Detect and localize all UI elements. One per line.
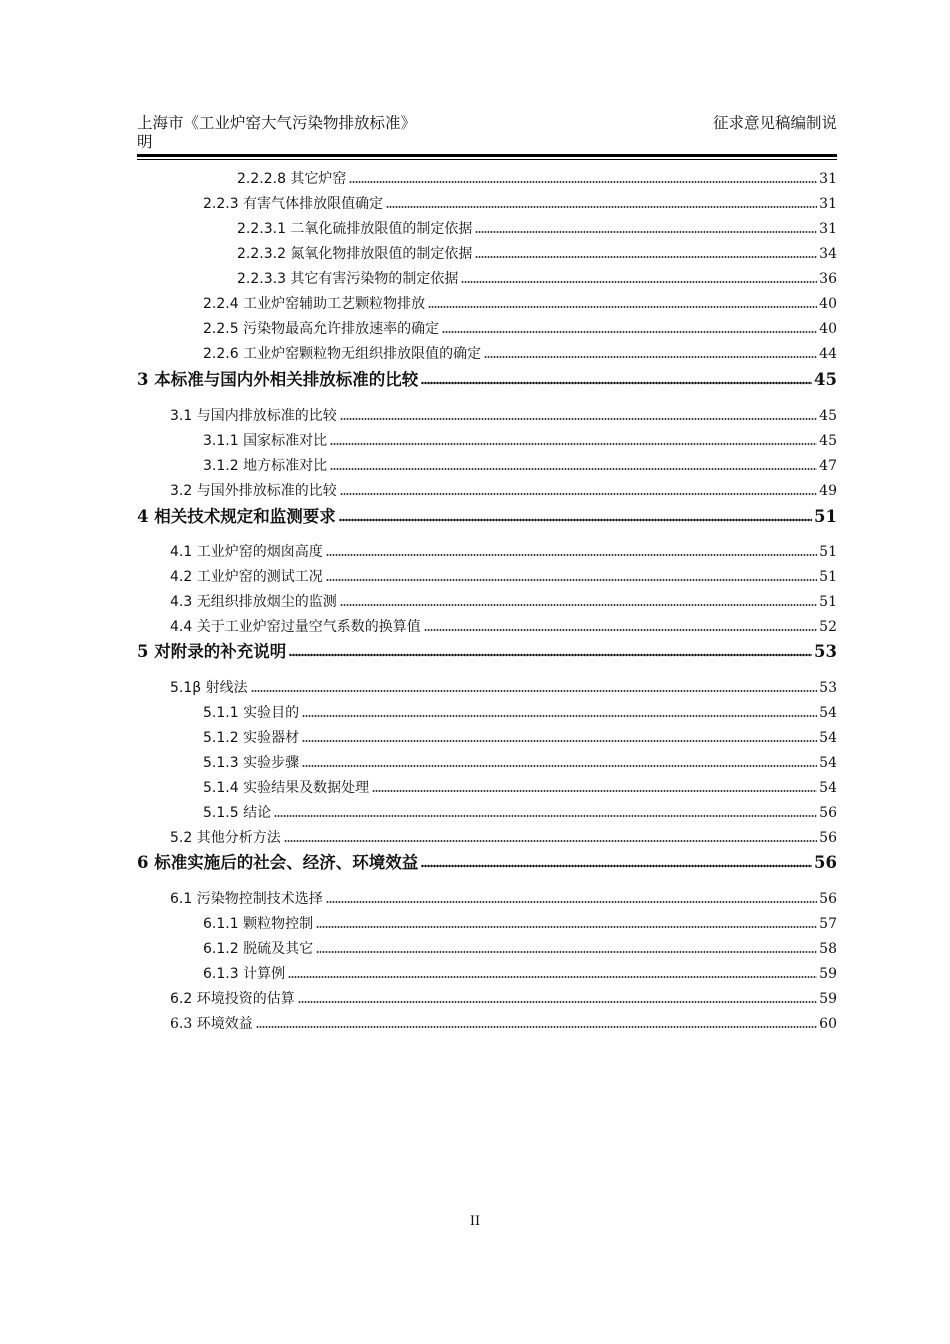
- toc-chapter[interactable]: 4 相关技术规定和监测要求 51: [137, 507, 837, 526]
- toc-chapter[interactable]: 6 标准实施后的社会、经济、环境效益 56: [137, 853, 837, 872]
- toc-entry[interactable]: 6.2 环境投资的估算 59: [170, 991, 837, 1007]
- toc-entry[interactable]: 6.3 环境效益 60: [170, 1016, 837, 1032]
- toc-leader: [424, 628, 817, 632]
- toc-entry[interactable]: 2.2.5 污染物最高允许排放速率的确定 40: [203, 321, 837, 337]
- toc-leader: [326, 900, 817, 904]
- toc-leader: [326, 578, 817, 582]
- toc-entry[interactable]: 3.2 与国外排放标准的比较 49: [170, 483, 837, 499]
- toc-entry[interactable]: 6.1 污染物控制技术选择 56: [170, 891, 837, 907]
- toc-entry[interactable]: 4.3 无组织排放烟尘的监测 51: [170, 594, 837, 610]
- toc-entry[interactable]: 2.2.2.8 其它炉窑 31: [237, 171, 837, 187]
- toc-entry[interactable]: 3.1 与国内排放标准的比较 45: [170, 408, 837, 424]
- toc-leader: [274, 814, 817, 818]
- toc-entry[interactable]: 2.2.3 有害气体排放限值确定 31: [203, 196, 837, 212]
- toc-chapter[interactable]: 5 对附录的补充说明 53: [137, 642, 837, 661]
- toc-leader: [421, 381, 812, 385]
- toc-leader: [288, 975, 817, 979]
- toc-leader: [475, 255, 817, 259]
- toc-entry[interactable]: 5.1β 射线法 53: [170, 680, 837, 696]
- toc-entry[interactable]: 6.1.3 计算例 59: [203, 966, 837, 982]
- toc-leader: [340, 603, 817, 607]
- toc-entry[interactable]: 6.1.1 颗粒物控制 57: [203, 916, 837, 932]
- header-rule-thin: [137, 159, 837, 160]
- toc-leader: [339, 518, 812, 522]
- toc-leader: [386, 205, 817, 209]
- toc-entry[interactable]: 5.1.4 实验结果及数据处理 54: [203, 780, 837, 796]
- toc-leader: [326, 553, 817, 557]
- toc-entry[interactable]: 4.1 工业炉窑的烟囱高度 51: [170, 544, 837, 560]
- toc-leader: [340, 417, 817, 421]
- toc-leader: [289, 653, 812, 657]
- toc-entry[interactable]: 4.2 工业炉窑的测试工况 51: [170, 569, 837, 585]
- toc-chapter[interactable]: 3 本标准与国内外相关排放标准的比较 45: [137, 370, 837, 389]
- toc-leader: [256, 1025, 817, 1029]
- toc-leader: [484, 355, 817, 359]
- toc-entry[interactable]: 2.2.3.2 氮氧化物排放限值的制定依据 34: [237, 246, 837, 262]
- toc-entry[interactable]: 5.1.2 实验器材 54: [203, 730, 837, 746]
- toc-leader: [316, 925, 817, 929]
- toc-leader: [442, 330, 817, 334]
- page-number: II: [469, 1214, 481, 1229]
- header-title: [137, 114, 477, 152]
- toc-entry[interactable]: 5.2 其他分析方法 56: [170, 830, 837, 846]
- toc-entry[interactable]: 6.1.2 脱硫及其它 58: [203, 941, 837, 957]
- toc-entry[interactable]: 2.2.3.3 其它有害污染物的制定依据 36: [237, 271, 837, 287]
- toc-leader: [302, 739, 817, 743]
- header-title-continuation: 明: [137, 133, 153, 151]
- header-rule-thick: [137, 154, 837, 157]
- toc-entry[interactable]: 5.1.3 实验步骤 54: [203, 755, 837, 771]
- header-title-text: 上海市《工业炉窑大气污染物排放标准》: [137, 114, 417, 132]
- toc-leader: [302, 714, 817, 718]
- toc-leader: [302, 764, 817, 768]
- toc-entry[interactable]: 2.2.3.1 二氧化硫排放限值的制定依据 31: [237, 221, 837, 237]
- toc-entry[interactable]: 3.1.2 地方标准对比 47: [203, 458, 837, 474]
- toc-leader: [330, 442, 817, 446]
- toc-leader: [461, 280, 817, 284]
- toc-leader: [284, 839, 817, 843]
- toc-leader: [330, 467, 817, 471]
- toc-leader: [251, 689, 818, 693]
- toc-leader: [298, 1000, 817, 1004]
- toc-leader: [428, 305, 817, 309]
- toc-entry[interactable]: 5.1.1 实验目的 54: [203, 705, 837, 721]
- toc-entry[interactable]: 2.2.6 工业炉窑颗粒物无组织排放限值的确定 44: [203, 346, 837, 362]
- page-header: [137, 114, 837, 154]
- toc-leader: [316, 950, 817, 954]
- toc-entry[interactable]: 4.4 关于工业炉窑过量空气系数的换算值 52: [170, 619, 837, 635]
- toc-leader: [421, 864, 812, 868]
- toc-leader: [475, 230, 817, 234]
- toc-leader: [340, 492, 817, 496]
- toc-leader: [349, 180, 817, 184]
- header-subtitle: 征求意见稿编制说: [712, 114, 837, 132]
- toc-entry[interactable]: 3.1.1 国家标准对比 45: [203, 433, 837, 449]
- toc-entry[interactable]: 2.2.4 工业炉窑辅助工艺颗粒物排放 40: [203, 296, 837, 312]
- toc-leader: [372, 789, 817, 793]
- toc-entry[interactable]: 5.1.5 结论 56: [203, 805, 837, 821]
